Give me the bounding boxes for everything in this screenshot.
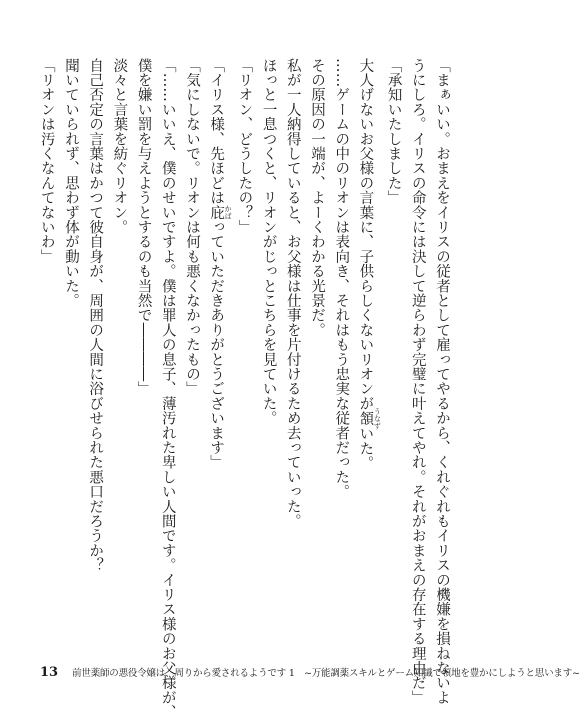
ruby-nod — [357, 407, 382, 430]
text-line-12: 「……いいえ、僕のせいですよ。僕は罪人の息子、薄汚れた卑しい人間です。イリス様のお父様が、 — [159, 58, 176, 720]
text-line-5: ……ゲームの中のリオンは表向き、それはもう忠実な従者だった。 — [333, 58, 350, 499]
text-line-14: 淡々と言葉を紡ぐリオン。 — [111, 58, 128, 235]
text-line-4 — [353, 58, 381, 618]
text-line-9: 「リオン、どうしたの？」 — [236, 58, 253, 235]
page-footer — [40, 665, 580, 680]
text-line-4-tail: いた。 — [357, 426, 374, 471]
ruby-protect — [208, 205, 233, 220]
text-line-10-head: 「イリス様、先ほどは — [208, 58, 225, 205]
text-line-10-tail: っていただきありがとうございます」 — [208, 219, 225, 470]
text-line-8: ほっと一息つくと、リオンがじっとこちらを見ていた。 — [260, 58, 277, 426]
text-line-17: 「リオンは汚くなんてないわ」 — [38, 58, 55, 264]
text-line-16: 聞いていられず、思わず体が動いた。 — [62, 58, 79, 308]
text-line-13: 僕を嫌い罰を与えようとするのも当然で――――」 — [135, 58, 152, 397]
text-line-10 — [204, 58, 232, 618]
ruby-protect-reading: かば — [224, 205, 233, 220]
text-line-11: 「気にしないで。リオンは何も悪くなかったもの」 — [183, 58, 200, 397]
ruby-nod-reading: うなず — [373, 407, 382, 430]
text-line-6: その原因の一端が、よーくわかる光景だ。 — [308, 58, 325, 338]
text-line-15: 自己否定の言葉はかつて彼自身が、周囲の人間に浴びせられた悪口だろうか？ — [87, 58, 104, 573]
text-line-7: 私が一人納得していると、お父様は仕事を片付けるため去っていった。 — [284, 58, 301, 529]
text-line-4-head: 大人げないお父様の言葉に、子供らしくないリオンが — [357, 58, 374, 411]
page-number: 13 — [40, 665, 59, 680]
text-line-1: 「まぁいい。おまえをイリスの従者として雇ってやるから、くれぐれもイリスの機嫌を損ねないよ — [434, 58, 450, 705]
ruby-protect-base: 庇 — [208, 205, 225, 220]
ruby-nod-base: 頷 — [357, 407, 374, 430]
running-head: 前世薬師の悪役令嬢は、周りから愛されるようです 1 ~万能調薬スキルとゲーム知識で領地を豊かにしようと思います~ — [72, 668, 580, 679]
text-line-2: うにしろ。イリスの命令には決して逆らわず完璧に叶えてやれ。それがおまえの存在する理由だ」 — [409, 58, 426, 705]
text-line-3: 「承知いたしました」 — [385, 58, 402, 205]
